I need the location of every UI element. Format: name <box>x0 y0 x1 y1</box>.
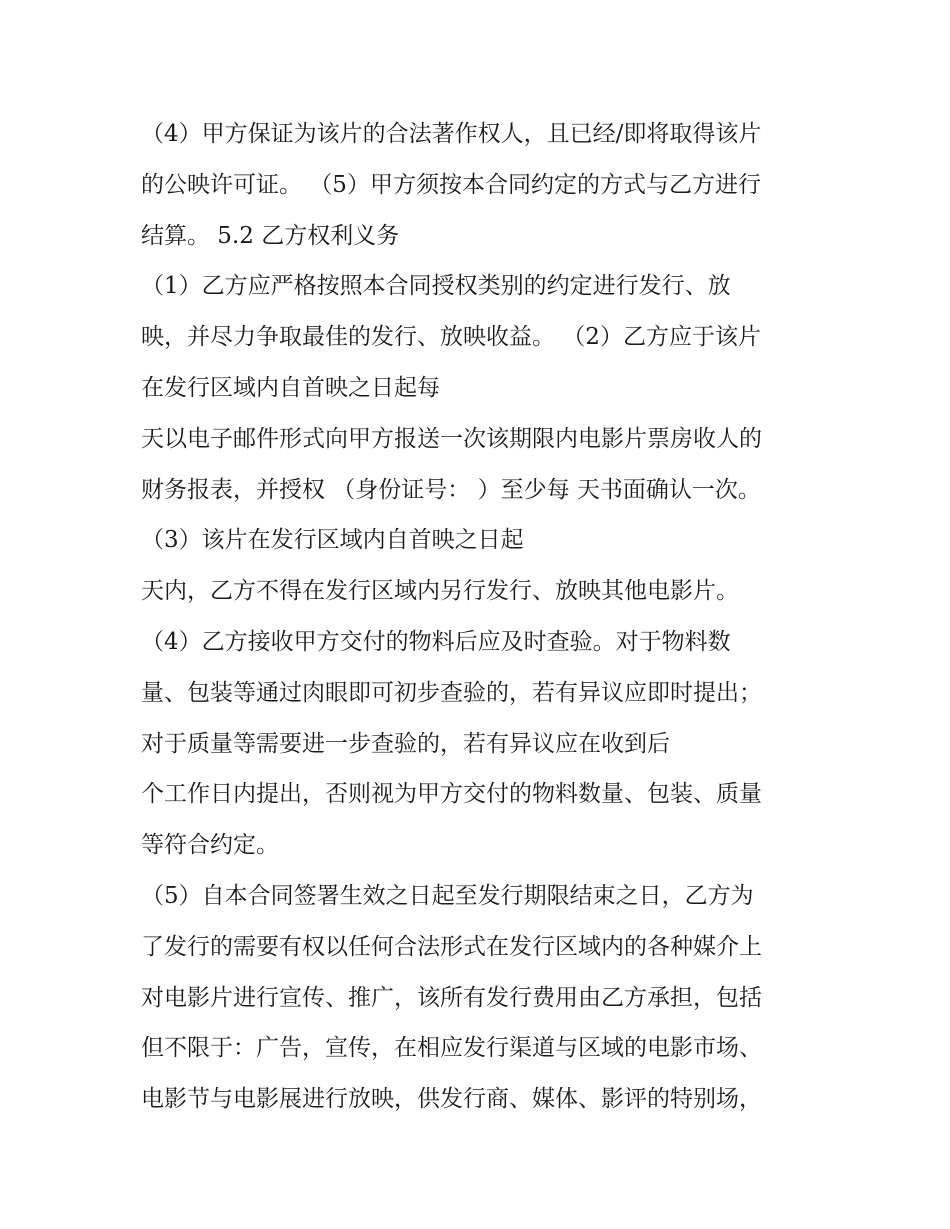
text-line: 天内，乙方不得在发行区域内另行发行、放映其他电影片。 <box>141 578 739 605</box>
text-line: 个工作日内提出，否则视为甲方交付的物料数量、包装、质量 <box>141 781 762 808</box>
text-line: （4）乙方接收甲方交付的物料后应及时查验。对于物料数 <box>141 628 731 655</box>
text-line: 量、包装等通过肉眼即可初步查验的，若有异议应即时提出； <box>141 679 762 706</box>
text-line: （4）甲方保证为该片的合法著作权人，且已经/即将取得该片 <box>141 121 762 147</box>
text-line: 天以电子邮件形式向甲方报送一次该期限内电影片票房收人的 <box>141 425 762 452</box>
text-line: （5）自本合同签署生效之日起至发行期限结束之日，乙方为 <box>141 882 754 909</box>
text-line: 在发行区域内自首映之日起每 <box>141 374 440 401</box>
contract-body-text <box>141 109 821 1125</box>
text-line: 的公映许可证。 （5）甲方须按本合同约定的方式与乙方进行 <box>141 171 761 198</box>
text-line: 财务报表，并授权 （身份证号： ）至少每 天书面确认一次。 <box>141 476 761 503</box>
text-line: 但不限于：广告，宣传，在相应发行渠道与区域的电影市场、 <box>141 1035 762 1062</box>
text-line: 对于质量等需要进一步查验的，若有异议应在收到后 <box>141 730 670 757</box>
text-line: 电影节与电影展进行放映，供发行商、媒体、影评的特别场， <box>141 1086 762 1113</box>
text-line: （3）该片在发行区域内自首映之日起 <box>141 527 524 554</box>
text-line: 对电影片进行宣传、推广，该所有发行费用由乙方承担，包括 <box>141 984 762 1011</box>
text-line: （1）乙方应严格按照本合同授权类别的约定进行发行、放 <box>141 273 731 300</box>
text-line: 等符合约定。 <box>141 832 279 859</box>
text-line: 结算。 5.2 乙方权利义务 <box>141 222 400 249</box>
text-line: 映，并尽力争取最佳的发行、放映收益。 （2）乙方应于该片 <box>141 324 761 351</box>
text-line: 了发行的需要有权以任何合法形式在发行区域内的各种媒介上 <box>141 933 762 960</box>
